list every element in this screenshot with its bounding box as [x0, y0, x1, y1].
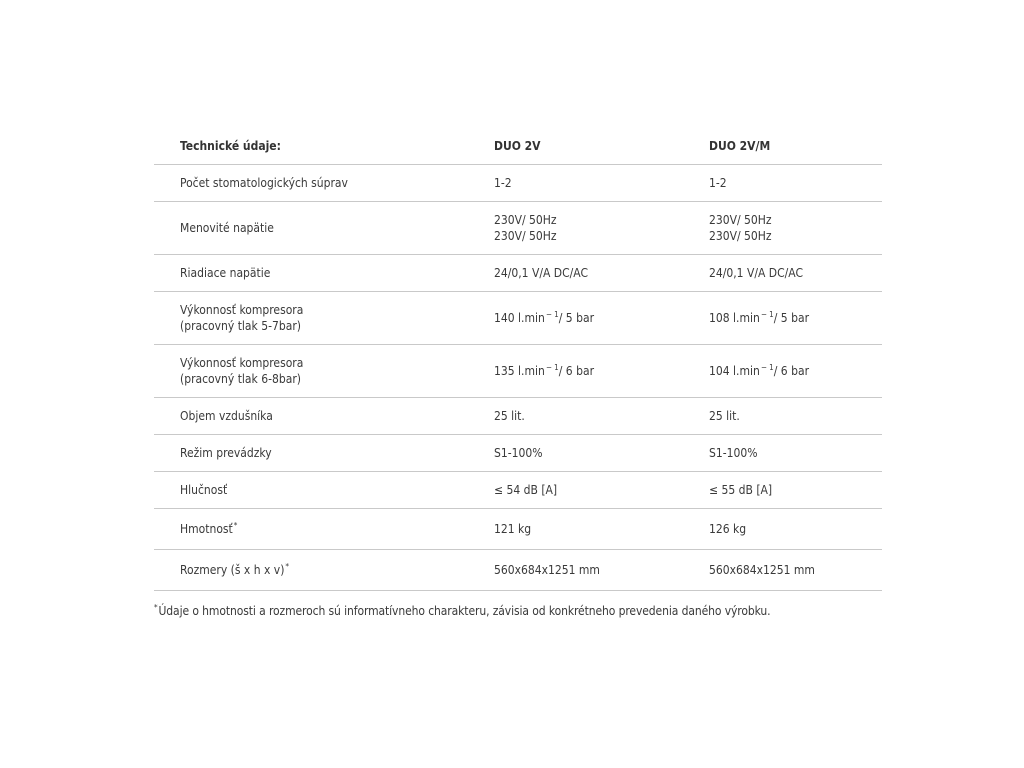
value-duo-2v-m	[683, 202, 882, 255]
value-line: 230V/ 50Hz	[494, 229, 557, 243]
value-duo-2v: 25 lit.	[468, 398, 683, 435]
table-row	[154, 292, 882, 345]
footnote-marker: *	[233, 521, 238, 530]
value-duo-2v: 140 $l.\min^{- 1}/$ 5 bar	[468, 292, 683, 345]
value-duo-2v-m: S1-100%	[683, 435, 882, 472]
value-duo-2v: 1-2	[468, 165, 683, 202]
value-duo-2v-m: 108 $l.\min^{- 1}/$ 5 bar	[683, 292, 882, 345]
header-duo-2v: DUO 2V	[468, 128, 683, 165]
row-label: Hmotnosť*	[154, 509, 468, 550]
row-label: Režim prevádzky	[154, 435, 468, 472]
value-duo-2v: ≤ 54 dB [A]	[468, 472, 683, 509]
value-line: 230V/ 50Hz	[709, 213, 772, 227]
row-label-line: Výkonnosť kompresora	[180, 356, 304, 370]
value-duo-2v-m: ≤ 55 dB [A]	[683, 472, 882, 509]
row-label: Rozmery (š x h x v)*	[154, 550, 468, 591]
exponent: − 1	[545, 363, 559, 372]
table-row	[154, 345, 882, 398]
value-duo-2v: 24/0,1 V/A DC/AC	[468, 255, 683, 292]
row-label	[154, 292, 468, 345]
row-label: Objem vzdušníka	[154, 398, 468, 435]
row-label: Hlučnosť	[154, 472, 468, 509]
value-line: 230V/ 50Hz	[709, 229, 772, 243]
row-label: Riadiace napätie	[154, 255, 468, 292]
footnote	[154, 604, 770, 618]
value-line: 230V/ 50Hz	[494, 213, 557, 227]
value-duo-2v	[468, 202, 683, 255]
header-duo-2v-m: DUO 2V/M	[683, 128, 882, 165]
value-duo-2v-m: 24/0,1 V/A DC/AC	[683, 255, 882, 292]
footnote-text: Údaje o hmotnosti a rozmeroch sú informatívneho charakteru, závisia od konkrétneho prevedenia daného výrobku.	[158, 604, 771, 618]
value-duo-2v-m: 560x684x1251 mm	[683, 550, 882, 591]
footnote-marker: *	[285, 562, 290, 571]
table-row	[154, 398, 882, 435]
row-label-line: Výkonnosť kompresora	[180, 303, 304, 317]
value-duo-2v-m: 1-2	[683, 165, 882, 202]
value-duo-2v: 560x684x1251 mm	[468, 550, 683, 591]
table-row	[154, 202, 882, 255]
table-row	[154, 435, 882, 472]
table-row	[154, 509, 882, 550]
value-duo-2v-m: 25 lit.	[683, 398, 882, 435]
table-header-row	[154, 128, 882, 165]
technical-specs-table	[154, 128, 882, 591]
exponent: − 1	[545, 310, 559, 319]
table-row	[154, 165, 882, 202]
exponent: − 1	[760, 363, 774, 372]
table-row	[154, 255, 882, 292]
value-duo-2v: 121 kg	[468, 509, 683, 550]
header-label: Technické údaje:	[154, 128, 468, 165]
row-label-line: (pracovný tlak 5-7bar)	[180, 319, 301, 333]
value-duo-2v-m: 104 $l.\min^{- 1}/$ 6 bar	[683, 345, 882, 398]
footnote-marker: *	[154, 603, 158, 612]
value-duo-2v: S1-100%	[468, 435, 683, 472]
row-label: Menovité napätie	[154, 202, 468, 255]
value-duo-2v: 135 $l.\min^{- 1}/$ 6 bar	[468, 345, 683, 398]
table-row	[154, 550, 882, 591]
exponent: − 1	[760, 310, 774, 319]
table-row	[154, 472, 882, 509]
row-label	[154, 345, 468, 398]
value-duo-2v-m: 126 kg	[683, 509, 882, 550]
row-label-line: (pracovný tlak 6-8bar)	[180, 372, 301, 386]
row-label: Počet stomatologických súprav	[154, 165, 468, 202]
